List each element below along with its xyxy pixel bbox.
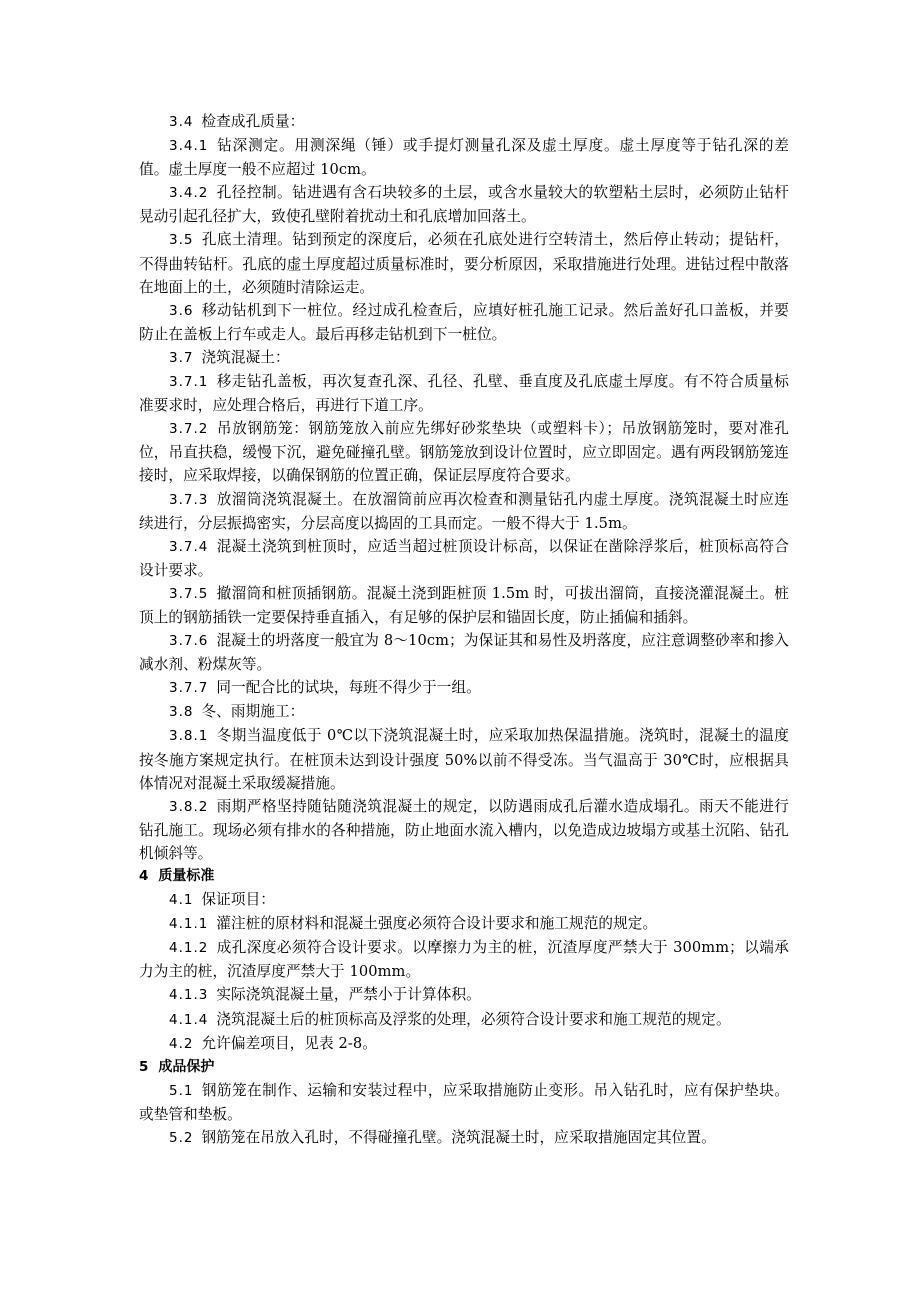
section-number: 3.7.7 xyxy=(169,680,209,697)
paragraph-text: 放溜筒浇筑混凝土。在放溜筒前应再次检查和测量钻孔内虚土厚度。浇筑混凝土时应连续进行，分层振捣密实，分层高度以捣固的工具而定。一般不得大于 1.5m。 xyxy=(139,490,789,532)
paragraph-text: 冬、雨期施工： xyxy=(201,703,305,721)
paragraph-text: 混凝土的坍落度一般宜为 8～10cm；为保证其和易性及坍落度，应注意调整砂率和掺入减水剂、粉煤灰等。 xyxy=(139,632,789,674)
paragraph-text: 保证项目： xyxy=(201,891,275,909)
section-number: 4 xyxy=(139,868,149,884)
section-heading-4 xyxy=(139,865,789,888)
paragraph-4-1-1 xyxy=(139,912,789,936)
section-number: 3.7.1 xyxy=(169,374,209,391)
section-number: 5.1 xyxy=(169,1082,194,1099)
paragraph-text: 吊放钢筋笼：钢筋笼放入前应先绑好砂浆垫块（或塑料卡）；吊放钢筋笼时，要对准孔位，吊直扶稳，缓慢下沉，避免碰撞孔壁。钢筋笼放到设计位置时，应立即固定。遇有两段钢筋笼连接时，应采取焊接，以确保钢筋的位置正确，保证层厚度符合要求。 xyxy=(139,420,789,485)
paragraph-3-8-1 xyxy=(139,724,789,794)
section-number: 4.1 xyxy=(169,892,194,909)
section-number: 4.1.3 xyxy=(169,987,209,1004)
paragraph-4-1-2 xyxy=(139,936,789,983)
section-number: 3.7 xyxy=(169,349,194,366)
paragraph-text: 移走钻孔盖板，再次复查孔深、孔径、孔壁、垂直度及孔底虚土厚度。有不符合质量标准要求时，应处理合格后，再进行下道工序。 xyxy=(139,373,789,415)
section-number: 3.4.2 xyxy=(169,185,209,202)
paragraph-5-1 xyxy=(139,1079,789,1126)
paragraph-4-1-4 xyxy=(139,1008,789,1032)
paragraph-text: 钢筋笼在吊放入孔时，不得碰撞孔壁。浇筑混凝土时，应采取措施固定其位置。 xyxy=(201,1129,716,1147)
paragraph-text: 检查成孔质量： xyxy=(201,113,305,130)
paragraph-3-5 xyxy=(139,228,789,298)
section-number: 3.7.5 xyxy=(169,585,209,602)
paragraph-text: 钢筋笼在制作、运输和安装过程中，应采取措施防止变形。吊入钻孔时，应有保护垫块。或垫管和垫板。 xyxy=(139,1081,789,1123)
paragraph-3-7-1 xyxy=(139,370,789,417)
paragraph-3-7 xyxy=(139,346,789,370)
paragraph-4-1-3 xyxy=(139,983,789,1007)
section-number: 3.8.1 xyxy=(169,728,209,745)
paragraph-text: 同一配合比的试块，每班不得少于一组。 xyxy=(216,679,481,697)
paragraph-3-8-2 xyxy=(139,795,789,865)
paragraph-3-7-2 xyxy=(139,417,789,487)
section-number: 3.4.1 xyxy=(169,138,209,155)
paragraph-text: 移动钻机到下一桩位。经过成孔检查后，应填好桩孔施工记录。然后盖好孔口盖板，并要防止在盖板上行车或走人。最后再移走钻机到下一桩位。 xyxy=(139,301,789,343)
section-number: 3.5 xyxy=(169,232,194,249)
section-number: 3.8 xyxy=(169,704,194,721)
paragraph-3-4-2 xyxy=(139,181,789,228)
paragraph-text: 撤溜筒和桩顶插钢筋。混凝土浇到距桩顶 1.5m 时，可拔出溜筒，直接浇灌混凝土。桩顶上的钢筋插铁一定要保持垂直插入，有足够的保护层和锚固长度，防止插偏和插斜。 xyxy=(139,584,789,626)
paragraph-text: 混凝土浇筑到桩顶时，应适当超过桩顶设计标高，以保证在凿除浮浆后，桩顶标高符合设计要求。 xyxy=(139,537,789,579)
paragraph-4-2 xyxy=(139,1032,789,1056)
paragraph-text: 实际浇筑混凝土量，严禁小于计算体积。 xyxy=(216,986,481,1004)
paragraph-text: 钻深测定。用测深绳（锤）或手提灯测量孔深及虚土厚度。虚土厚度等于钻孔深的差值。虚土厚度一般不应超过 10cm。 xyxy=(139,137,789,179)
section-number: 3.8.2 xyxy=(169,798,209,815)
section-number: 3.7.4 xyxy=(169,538,209,555)
section-number: 4.1.2 xyxy=(169,940,209,957)
document-body xyxy=(139,110,789,1150)
paragraph-3-4 xyxy=(139,110,789,134)
paragraph-3-8 xyxy=(139,700,789,724)
paragraph-5-2 xyxy=(139,1126,789,1150)
section-number: 5 xyxy=(139,1058,149,1075)
paragraph-text: 浇筑混凝土： xyxy=(201,348,290,366)
section-number: 3.7.2 xyxy=(169,421,209,438)
paragraph-text: 雨期严格坚持随钻随浇筑混凝土的规定，以防遇雨成孔后灌水造成塌孔。雨天不能进行钻孔施工。现场必须有排水的各种措施，防止地面水流入槽内，以免造成边坡塌方或基土沉陷、钻孔机倾斜等。 xyxy=(139,797,789,862)
section-number: 3.6 xyxy=(169,302,194,319)
paragraph-3-7-4 xyxy=(139,535,789,582)
section-number: 5.2 xyxy=(169,1130,194,1147)
paragraph-3-7-6 xyxy=(139,629,789,676)
section-number: 4.1.4 xyxy=(169,1011,209,1028)
paragraph-text: 孔径控制。钻进遇有含石块较多的土层，或含水量较大的软塑粘土层时，必须防止钻杆晃动引起孔径扩大，致使孔壁附着扰动土和孔底增加回落土。 xyxy=(139,184,789,226)
paragraph-text: 灌注桩的原材料和混凝土强度必须符合设计要求和施工规范的规定。 xyxy=(216,915,658,933)
paragraph-text: 成孔深度必须符合设计要求。以摩擦力为主的桩，沉渣厚度严禁大于 300mm；以端承力为主的桩，沉渣厚度严禁大于 100mm。 xyxy=(139,939,789,981)
paragraph-text: 允许偏差项目，见表 2-8。 xyxy=(201,1034,377,1052)
paragraph-4-1 xyxy=(139,888,789,912)
section-number: 3.7.3 xyxy=(169,491,209,508)
paragraph-3-6 xyxy=(139,299,789,346)
section-number: 4.2 xyxy=(169,1035,194,1052)
paragraph-text: 冬期当温度低于 0℃以下浇筑混凝土时，应采取加热保温措施。浇筑时，混凝土的温度按冬施方案规定执行。在桩顶未达到设计强度 50%以前不得受冻。当气温高于 30℃时，应根据具体情况对混凝土采取缓凝措施。 xyxy=(139,727,789,792)
section-number: 3.4 xyxy=(169,114,194,130)
section-number: 3.7.6 xyxy=(169,633,209,650)
paragraph-3-7-7 xyxy=(139,676,789,700)
section-number: 4.1.1 xyxy=(169,916,209,933)
paragraph-text: 孔底土清理。钻到预定的深度后，必须在孔底处进行空转清土，然后停止转动；提钻杆，不得曲转钻杆。孔底的虚土厚度超过质量标准时，要分析原因，采取措施进行处理。进钻过程中散落在地面上的土，必须随时清除运走。 xyxy=(139,231,789,296)
section-heading-5 xyxy=(139,1056,789,1079)
paragraph-3-7-5 xyxy=(139,582,789,629)
heading-text: 成品保护 xyxy=(158,1058,215,1075)
heading-text: 质量标准 xyxy=(158,868,215,884)
paragraph-3-4-1 xyxy=(139,134,789,181)
paragraph-text: 浇筑混凝土后的桩顶标高及浮浆的处理，必须符合设计要求和施工规范的规定。 xyxy=(216,1010,731,1028)
paragraph-3-7-3 xyxy=(139,488,789,535)
